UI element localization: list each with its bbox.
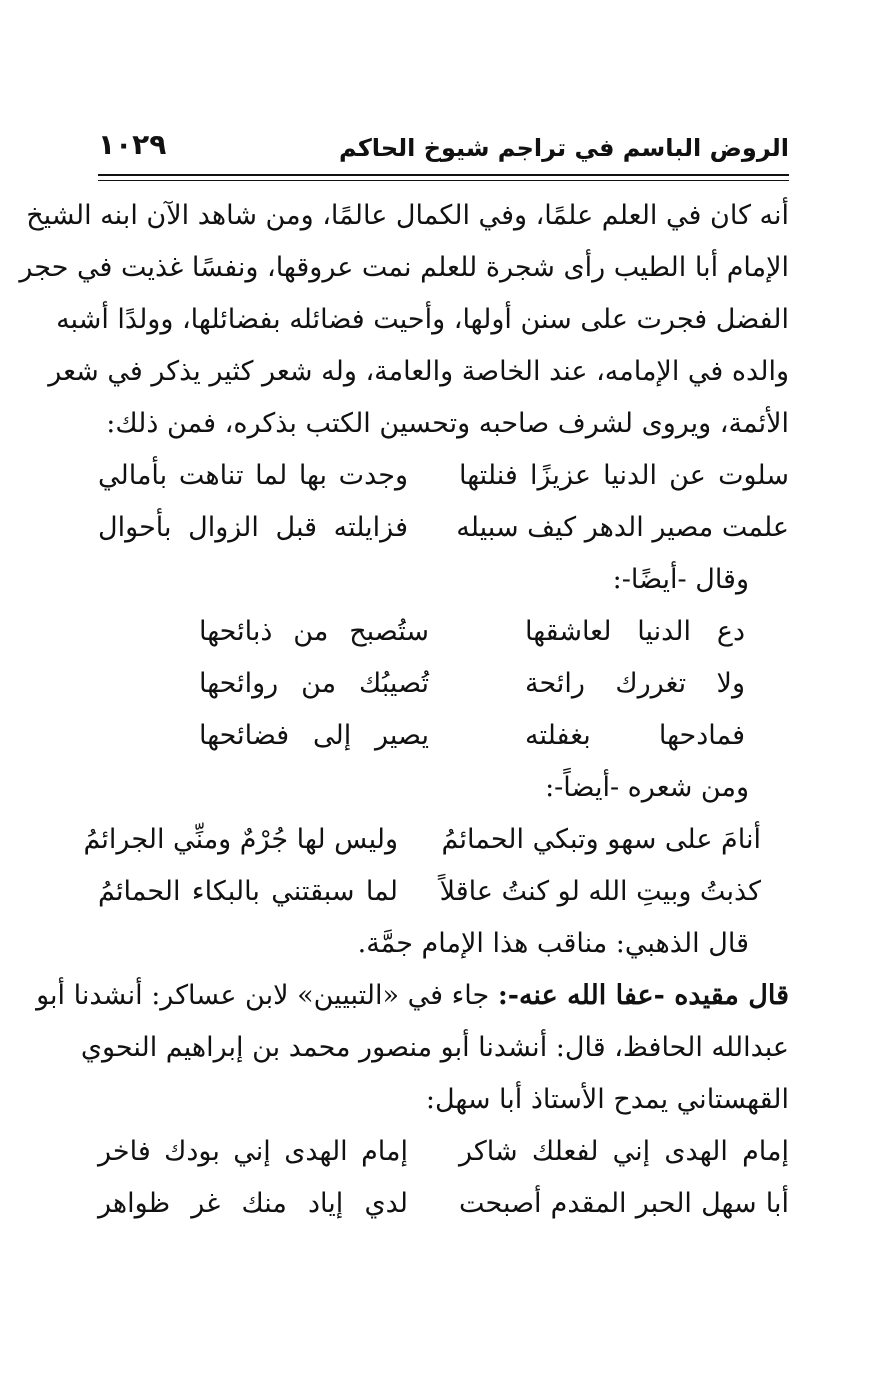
verse-couplet [83,814,789,866]
page-number: ١٠٢٩ [98,128,167,161]
verse-couplet [98,1178,789,1230]
verse-intro: وقال -أيضًا-: [612,564,749,595]
verse-first-hemistich: علمت مصير الدهر كيف سبيله [456,512,789,543]
verse-second-hemistich: وليس لها جُرْمٌ ومنِّي الجرائمُ [83,824,398,855]
paragraph-line: أنه كان في العلم علمًا، وفي الكمال عالمًا، ومن شاهد الآن ابنه الشيخ [26,200,789,231]
paragraph-line: القهستاني يمدح الأستاذ أبا سهل: [425,1084,789,1115]
verse-second-hemistich: فزايلته قبل الزوال بأحوال [98,512,408,543]
verse-first-hemistich: فمادحها بغفلته [525,720,745,751]
page-body [19,190,789,1230]
verse-couplet [98,502,789,554]
verse-first-hemistich: دع الدنيا لعاشقها [525,616,745,647]
verse-first-hemistich: أنامَ على سهو وتبكي الحمائمُ [441,824,761,855]
paragraph-line: عبدالله الحافظ، قال: أنشدنا أبو منصور محمد بن إبراهيم النحوي [80,1032,789,1063]
paragraph-line: الأئمة، ويروى لشرف صاحبه وتحسين الكتب بذكره، فمن ذلك: [106,408,789,439]
verse-couplet [98,866,789,918]
paragraph-line: الإمام أبا الطيب رأى شجرة للعلم نمت عروقها، ونفسًا غذيت في حجر [19,252,789,283]
author-note-label: قال مقيده -عفا الله عنه-: [497,980,789,1011]
verse-first-hemistich: ولا تغررك رائحة [525,668,745,699]
verse-first-hemistich: سلوت عن الدنيا عزيزًا فنلتها [459,460,789,491]
verse-second-hemistich: تُصيبُك من روائحها [199,668,429,699]
paragraph-text: جاء في «التبيين» لابن عساكر: أنشدنا أبو [36,980,490,1011]
verse-couplet [98,1126,789,1178]
verse-first-hemistich: إمام الهدى إني لفعلك شاكر [459,1136,789,1167]
verse-couplet [98,450,789,502]
verse-second-hemistich: ستُصبح من ذبائحها [199,616,429,647]
verse-second-hemistich: لما سبقتني بالبكاء الحمائمُ [98,876,398,907]
verse-intro: ومن شعره -أيضاً-: [545,772,749,803]
header-rule-thick [98,174,789,176]
verse-first-hemistich: كذبتُ وبيتِ الله لو كنتُ عاقلاً [439,876,761,907]
verse-second-hemistich: لدي إياد منك غر ظواهر [98,1188,408,1219]
running-header [98,128,789,168]
verse-first-hemistich: أبا سهل الحبر المقدم أصبحت [459,1188,789,1219]
verse-second-hemistich: وجدت بها لما تناهت بأمالي [98,460,408,491]
paragraph-line [36,970,789,1022]
verse-couplet [98,658,789,710]
verse-couplet [98,710,789,762]
verse-couplet [98,606,789,658]
verse-second-hemistich: إمام الهدى إني بودك فاخر [98,1136,408,1167]
dhahabi-quote: قال الذهبي: مناقب هذا الإمام جمَّة. [357,928,749,959]
paragraph-line: الفضل فجرت على سنن أولها، وأحيت فضائله بفضائلها، وولدًا أشبه [56,304,789,335]
header-rule-thin [98,180,789,181]
verse-second-hemistich: يصير إلى فضائحها [199,720,429,751]
book-title: الروض الباسم في تراجم شيوخ الحاكم [339,134,789,162]
paragraph-line: والده في الإمامه، عند الخاصة والعامة، وله شعر كثير يذكر في شعر [48,356,789,387]
